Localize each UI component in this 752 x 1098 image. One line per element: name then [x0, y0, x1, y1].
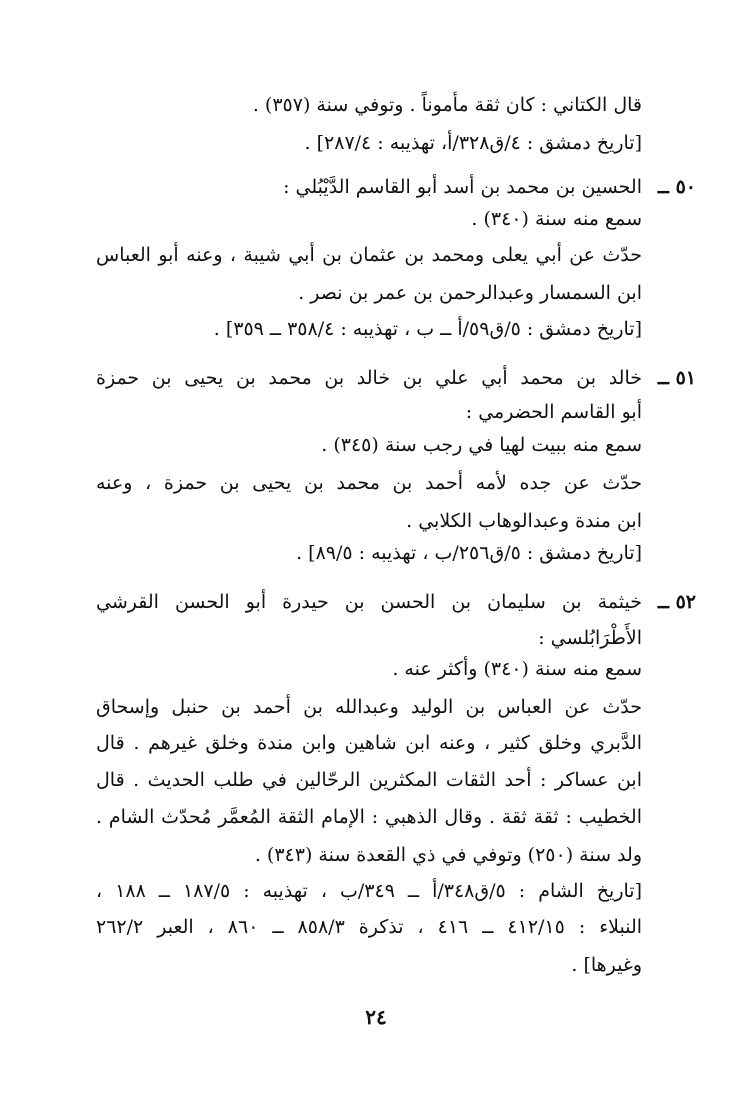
- entry-number: ٥١ ــ: [657, 367, 696, 389]
- entry-heading: خالد بن محمد أبي علي بن خالد بن محمد بن يحيى بن حمزة: [96, 367, 642, 389]
- text-line: الخطيب : ثقة ثقة . وقال الذهبي : الإمام الثقة المُعمَّر مُحدّث الشام .: [96, 806, 642, 828]
- text-line: قال الكتاني : كان ثقة مأموناً . وتوفي سنة (٣٥٧) .: [252, 94, 642, 116]
- source-reference: وغيرها] .: [571, 954, 642, 976]
- text-line: حدّث عن العباس بن الوليد وعبدالله بن أحمد بن حنبل وإسحاق: [96, 696, 642, 718]
- entry-heading: خيثمة بن سليمان بن الحسن بن حيدرة أبو الحسن القرشي: [96, 591, 642, 613]
- text-line: سمع منه سنة (٣٤٠) .: [471, 208, 642, 230]
- text-line: الأَطْرَابُلسي :: [538, 627, 642, 649]
- entry-heading: الحسين بن محمد بن أسد أبو القاسم الدَّيْبُلي :: [283, 176, 642, 198]
- source-reference: [تاريخ الشام : ٥/ق٣٤٨/أ ــ ٣٤٩/ب ، تهذيبه : ١٨٧/٥ ــ ١٨٨ ،: [96, 880, 642, 902]
- text-line: الدَّبري وخلق كثير ، وعنه ابن شاهين وابن مندة وخلق غيرهم . قال: [96, 732, 642, 754]
- page-number: ٢٤: [365, 1005, 387, 1029]
- text-line: ولد سنة (٢٥٠) وتوفي في ذي القعدة سنة (٣٤٣) .: [254, 844, 642, 866]
- text-line: سمع منه ببيت لهيا في رجب سنة (٣٤٥) .: [321, 434, 642, 456]
- text-line: حدّث عن جده لأمه أحمد بن محمد بن يحيى بن حمزة ، وعنه: [96, 472, 642, 494]
- entry-number: ٥٠ ــ: [657, 176, 696, 198]
- source-reference: [تاريخ دمشق : ٤/ق٣٢٨/أ، تهذيبه : ٢٨٧/٤] .: [304, 132, 642, 154]
- text-line: ابن مندة وعبدالوهاب الكلابي .: [406, 510, 642, 532]
- text-line: سمع منه سنة (٣٤٠) وأكثر عنه .: [392, 658, 642, 680]
- text-line: حدّث عن أبي يعلى ومحمد بن عثمان بن أبي شيبة ، وعنه أبو العباس: [96, 244, 642, 266]
- source-reference: [تاريخ دمشق : ٥/ق٢٥٦/ب ، تهذيبه : ٨٩/٥] .: [296, 542, 642, 564]
- text-line: أبو القاسم الحضرمي :: [465, 401, 642, 423]
- source-reference: النبلاء : ٤١٢/١٥ ــ ٤١٦ ، تذكرة ٨٥٨/٣ ــ ٨٦٠ ، العبر ٢٦٢/٢: [96, 916, 642, 938]
- entry-number: ٥٢ ــ: [657, 591, 696, 613]
- text-line: ابن عساكر : أحد الثقات المكثرين الرحّالين في طلب الحديث . قال: [96, 769, 642, 791]
- text-line: ابن السمسار وعبدالرحمن بن عمر بن نصر .: [298, 282, 642, 304]
- source-reference: [تاريخ دمشق : ٥/ق٥٩/أ ــ ب ، تهذيبه : ٣٥٨/٤ ــ ٣٥٩] .: [213, 318, 642, 340]
